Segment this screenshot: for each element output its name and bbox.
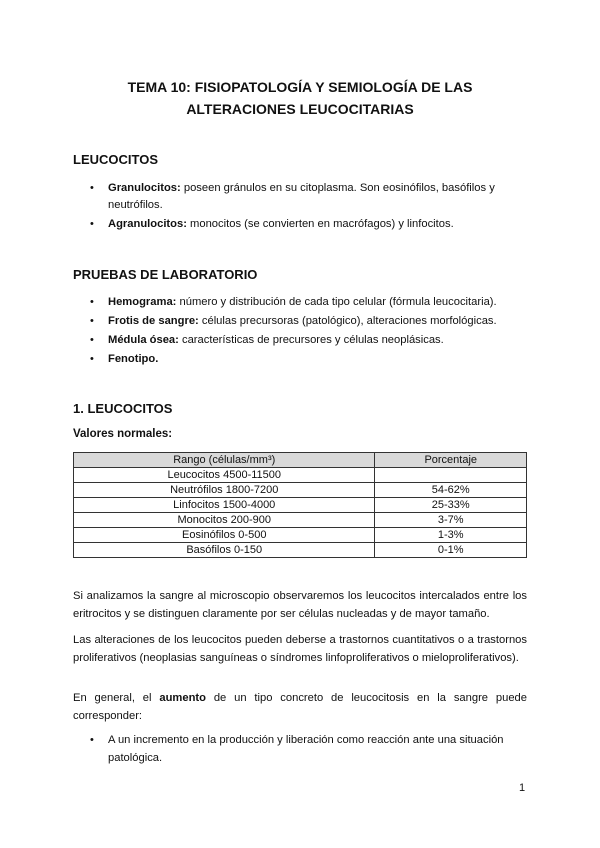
list-item [73, 216, 533, 233]
leucocitos-list [73, 180, 533, 235]
paragraph-2: Las alteraciones de los leucocitos pueden deberse a trastornos cuantitativos o a trastornos proliferativos (neoplasias sanguíneas o síndromes linfoproliferativos o mieloproliferativos). [73, 634, 527, 664]
bullet-icon: • [90, 182, 94, 194]
bullet-icon: • [90, 296, 94, 308]
table-cell: Basófilos 0-150 [74, 543, 375, 558]
item-term: Fenotipo. [108, 353, 159, 365]
item-text: poseen gránulos en su citoplasma. Son eosinófilos, basófilos y neutrófilos. [108, 182, 495, 211]
item-term: Hemograma: [108, 296, 177, 308]
bullet-icon: • [90, 334, 94, 346]
list-item [73, 180, 533, 214]
title-line-1: TEMA 10: FISIOPATOLOGÍA Y SEMIOLOGÍA DE LAS [127, 79, 473, 95]
table-row [74, 528, 527, 543]
table-cell: 3-7% [375, 513, 527, 528]
table-cell: 1-3% [375, 528, 527, 543]
item-term: Médula ósea: [108, 334, 179, 346]
valores-table [73, 452, 527, 558]
list-item [73, 351, 533, 368]
item-text: características de precursores y células neoplásicas. [178, 334, 444, 346]
valores-subheading: Valores normales: [73, 428, 173, 440]
item-term: Granulocitos: [108, 182, 181, 194]
list-item [73, 313, 533, 330]
bullet-icon: • [90, 315, 94, 327]
paragraph-3 [73, 689, 527, 725]
table-cell [375, 468, 527, 483]
table-cell: Monocitos 200-900 [74, 513, 375, 528]
table-header-cell: Rango (células/mm³) [74, 453, 375, 468]
table-row [74, 543, 527, 558]
list-item [73, 731, 527, 767]
item-term: Agranulocitos: [108, 218, 187, 230]
table-row [74, 468, 527, 483]
table-row [74, 513, 527, 528]
table-cell: Linfocitos 1500-4000 [74, 498, 375, 513]
paragraph-3-start: En general, el [73, 692, 160, 704]
title-line-2: ALTERACIONES LEUCOCITARIAS [186, 101, 414, 117]
page-number: 1 [519, 782, 526, 794]
table-cell: 54-62% [375, 483, 527, 498]
section-1-heading: 1. LEUCOCITOS [73, 401, 173, 416]
table-cell: Eosinófilos 0-500 [74, 528, 375, 543]
item-text: A un incremento en la producción y liberación como reacción ante una situación patológica. [108, 734, 504, 764]
table-row [74, 483, 527, 498]
bullet-icon: • [90, 218, 94, 230]
table-cell: Leucocitos 4500-11500 [74, 468, 375, 483]
aumento-list [73, 731, 527, 769]
table-header-row [74, 453, 527, 468]
table-cell: 0-1% [375, 543, 527, 558]
paragraph-1: Si analizamos la sangre al microscopio observaremos los leucocitos intercalados entre los eritrocitos y se distinguen claramente por ser células nucleadas y de mayor tamaño. [73, 590, 527, 620]
pruebas-list [73, 294, 533, 370]
table-cell: 25-33% [375, 498, 527, 513]
document-title [0, 76, 600, 120]
table-header-cell: Porcentaje [375, 453, 527, 468]
item-term: Frotis de sangre: [108, 315, 199, 327]
list-item [73, 332, 533, 349]
item-text: células precursoras (patológico), alteraciones morfológicas. [198, 315, 497, 327]
paragraph-3-end: de un tipo concreto de leucocitosis en la sangre puede corresponder: [73, 692, 527, 722]
item-text: monocitos (se convierten en macrófagos) y linfocitos. [186, 218, 454, 230]
paragraph-3-emphasis: aumento [159, 692, 206, 704]
leucocitos-heading: LEUCOCITOS [73, 152, 158, 167]
bullet-icon: • [90, 734, 94, 746]
item-text: número y distribución de cada tipo celular (fórmula leucocitaria). [176, 296, 497, 308]
pruebas-heading: PRUEBAS DE LABORATORIO [73, 267, 258, 282]
bullet-icon: • [90, 353, 94, 365]
table-cell: Neutrófilos 1800-7200 [74, 483, 375, 498]
table-row [74, 498, 527, 513]
list-item [73, 294, 533, 311]
